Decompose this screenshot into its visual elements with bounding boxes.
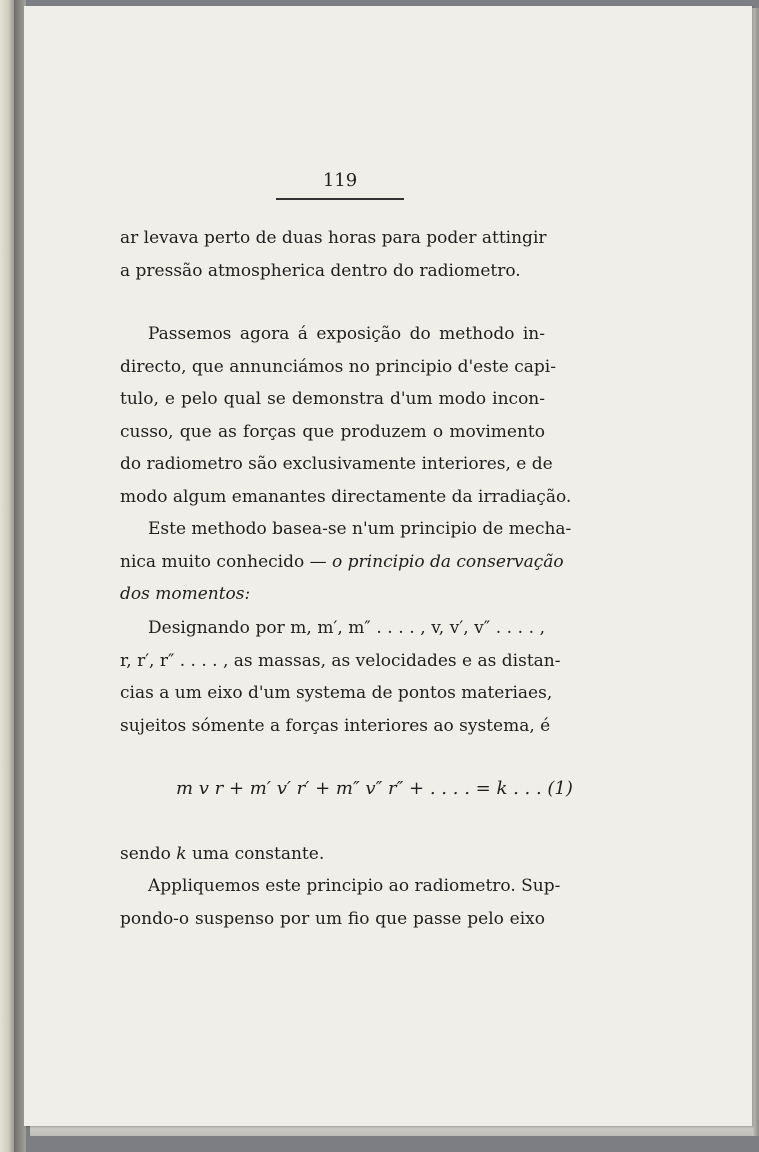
text-line: modo algum emanantes directamente da irradiação. xyxy=(120,486,572,507)
text-line: do radiometro são exclusivamente interiores, e de xyxy=(120,454,553,474)
text-line: sujeitos sómente a forças interiores ao systema, é xyxy=(120,715,551,736)
text-line-italic: dos momentos: xyxy=(120,584,251,604)
text-line xyxy=(120,838,545,871)
text-line: pondo-o suspenso por um fio que passe pelo eixo xyxy=(120,908,545,929)
text-line: cias a um eixo d'um systema de pontos materiaes, xyxy=(120,683,553,703)
book-spine xyxy=(0,0,14,1152)
text-fragment: uma constante. xyxy=(186,844,325,864)
text-line: Passemos agora á exposição do methodo in- xyxy=(148,324,545,344)
text-line xyxy=(120,546,564,579)
text-line: cusso, que as forças que produzem o movimento xyxy=(120,421,545,442)
page-number-rule xyxy=(276,198,404,200)
text-line: ar levava perto de duas horas para poder attingir xyxy=(120,228,547,248)
text-line: directo, que annunciámos no principio d'este capi- xyxy=(120,356,556,377)
paragraph-indirect-method xyxy=(120,318,572,513)
paragraph-constant xyxy=(120,838,545,871)
text-line: Designando por m, m′, m″ . . . . , v, v′, v″ . . . . , xyxy=(148,618,545,638)
page-number: 119 xyxy=(322,170,358,191)
text-line: tulo, e pelo qual se demonstra d'um modo incon- xyxy=(120,389,545,409)
text-line: r, r′, r″ . . . . , as massas, as velocidades e as distan- xyxy=(120,650,561,671)
page-right-edge xyxy=(752,8,759,1136)
italic-variable: k xyxy=(176,844,187,864)
equation: m v r + m′ v′ r′ + m″ v″ r″ + . . . . = k . . . (1) xyxy=(176,778,573,799)
text-fragment: nica muito conhecido — xyxy=(120,551,333,572)
text-line: Appliquemos este principio ao radiometro. Sup- xyxy=(148,876,561,896)
paragraph-continuation xyxy=(120,222,545,287)
paragraph-principle xyxy=(120,513,572,611)
paragraph-designation xyxy=(120,612,561,742)
paragraph-application xyxy=(120,870,561,935)
text-fragment: sendo xyxy=(120,844,177,864)
text-line: a pressão atmospherica dentro do radiometro. xyxy=(120,260,521,281)
italic-phrase: o principio da conservação xyxy=(332,551,564,572)
text-line: Este methodo basea-se n'um principio de mecha- xyxy=(148,519,572,539)
